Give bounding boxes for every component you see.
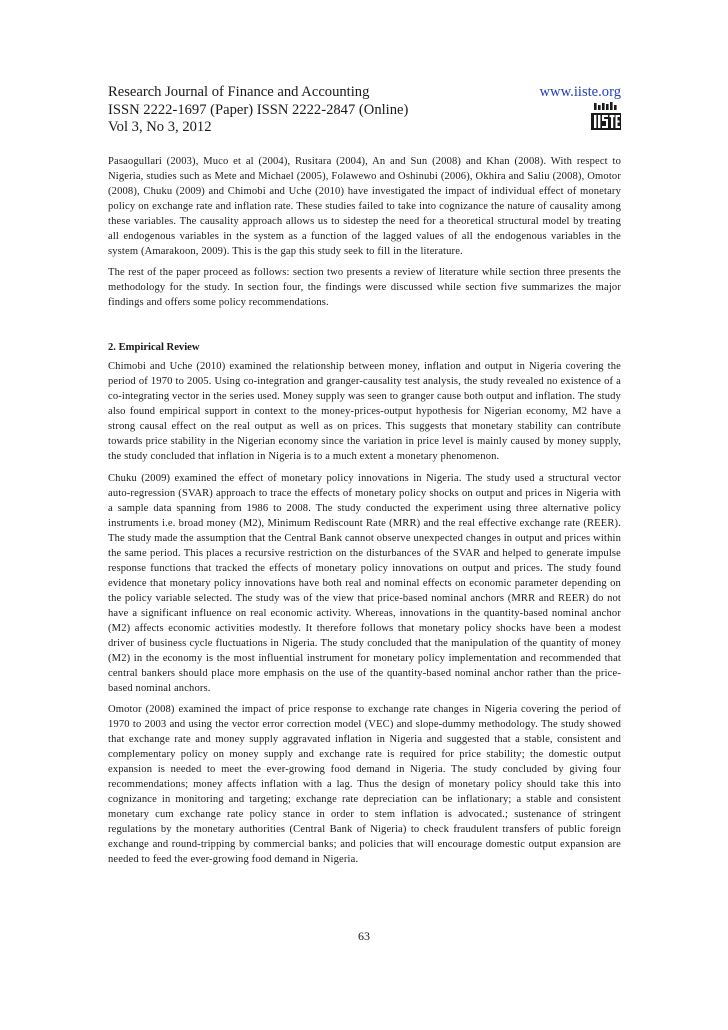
- article-body: [108, 154, 621, 867]
- iiste-logo-icon: [591, 102, 621, 132]
- volume-line: Vol 3, No 3, 2012: [108, 119, 212, 136]
- review-paragraph: Chuku (2009) examined the effect of monetary policy innovations in Nigeria. The study used a structural vector auto-regression (SVAR) approach to trace the effects of monetary policy shocks on output and prices in Nigeria with a sample data spanning from 1986 to 2008. The study conducted the experiment using three alternative policy instruments i.e. broad money (M2), Minimum Rediscount Rate (MRR) and the real effective exchange rate (REER). The study made the assumption that the Central Bank cannot observe unexpected changes in output and prices within the same period. This places a recursive restriction on the disturbances of the SVAR and helped to generate impulse response functions that tracked the effects of monetary policy innovations on output and prices. The study found evidence that monetary policy innovations have both real and nominal effects on economic parameter depending on the policy variable selected. The study was of the view that price-based nominal anchors (MRR and REER) do not have a significant influence on real economic activity. Whereas, innovations in the quantity-based nominal anchor (M2) affects economic activities modestly. It therefore follows that monetary policy shocks have been a modest driver of business cycle fluctuations in Nigeria. The study concluded that the manipulation of the quantity of money (M2) in the economy is the most influential instrument for monetary policy implementation and recommended that central bankers should place more emphasis on the use of the quantity-based nominal anchor rather than the price-based nominal anchors.: [108, 472, 621, 694]
- issn-line: ISSN 2222-1697 (Paper) ISSN 2222-2847 (Online): [108, 101, 409, 118]
- section-heading: 2. Empirical Review: [108, 342, 200, 354]
- journal-title: Research Journal of Finance and Accounting: [108, 84, 370, 100]
- review-paragraph: Chimobi and Uche (2010) examined the relationship between money, inflation and output in Nigeria covering the period of 1970 to 2005. Using co-integration and granger-causality test analysis, the study revealed no existence of a co-integrating vector in the series used. Money supply was seen to granger cause both output and inflation. The study also found empirical support in context to the money-prices-output hypothesis for Nigerian economy, M2 have a strong causal effect on the real output as well as on prices. This suggests that monetary stability can contribute towards price stability in the Nigerian economy since the variation in price level is mainly caused by money supply, the study concluded that inflation in Nigeria is to a much extent a monetary phenomenon.: [108, 361, 621, 463]
- outline-paragraph: The rest of the paper proceed as follows: section two presents a review of literature while section three presents the methodology for the study. In section four, the findings were discussed while section five summarizes the major findings and offers some policy recommendations.: [108, 267, 621, 309]
- review-paragraph: Omotor (2008) examined the impact of price response to exchange rate changes in Nigeria covering the period of 1970 to 2003 and using the vector error correction model (VEC) and slope-dummy methodology. The study showed that exchange rate and money supply aggravated inflation in Nigeria and suggested that a stable, consistent and complementary policy on money supply and exchange rate is required for price stability; the domestic output expansion is needed to meet the ever-growing food demand in Nigeria. The study concluded by giving four recommendations; money affects inflation with a lag. Thus the design of monetary policy should take this into cognizance in monitoring and targeting; exchange rate depreciation can be inflationary; a stable and consistent monetary cum exchange rate policy stance in order to stem inflation is advocated.; sustenance of stringent regulations by the monetary authorities (Central Bank of Nigeria) to check fraudulent transfers of public foreign exchange and round-tripping by commercial banks; and policies that will encourage domestic output expansion are needed to feed the ever-growing food demand in Nigeria.: [108, 704, 621, 866]
- page-header: [108, 84, 623, 137]
- journal-url[interactable]: www.iiste.org: [539, 84, 621, 100]
- intro-paragraph: Pasaogullari (2003), Muco et al (2004), Rusitara (2004), An and Sun (2008) and Khan (2008). With respect to Nigeria, studies such as Mete and Michael (2005), Folawewo and Oshinubi (2006), Okhira and Saliu (2008), Omotor (2008), Chuku (2009) and Chimobi and Uche (2010) have investigated the impact of individual effect of monetary policy on exchange rate and inflation rate. These studies failed to take into cognizance the nature of causality among these variables. The causality approach allows us to sidestep the need for a theoretical structural model by treating all endogenous variables in the system as a function of the lagged values of all the endogenous variables in the system (Amarakoon, 2009). This is the gap this study seek to fill in the literature.: [108, 156, 621, 258]
- page-number: 63: [358, 929, 370, 943]
